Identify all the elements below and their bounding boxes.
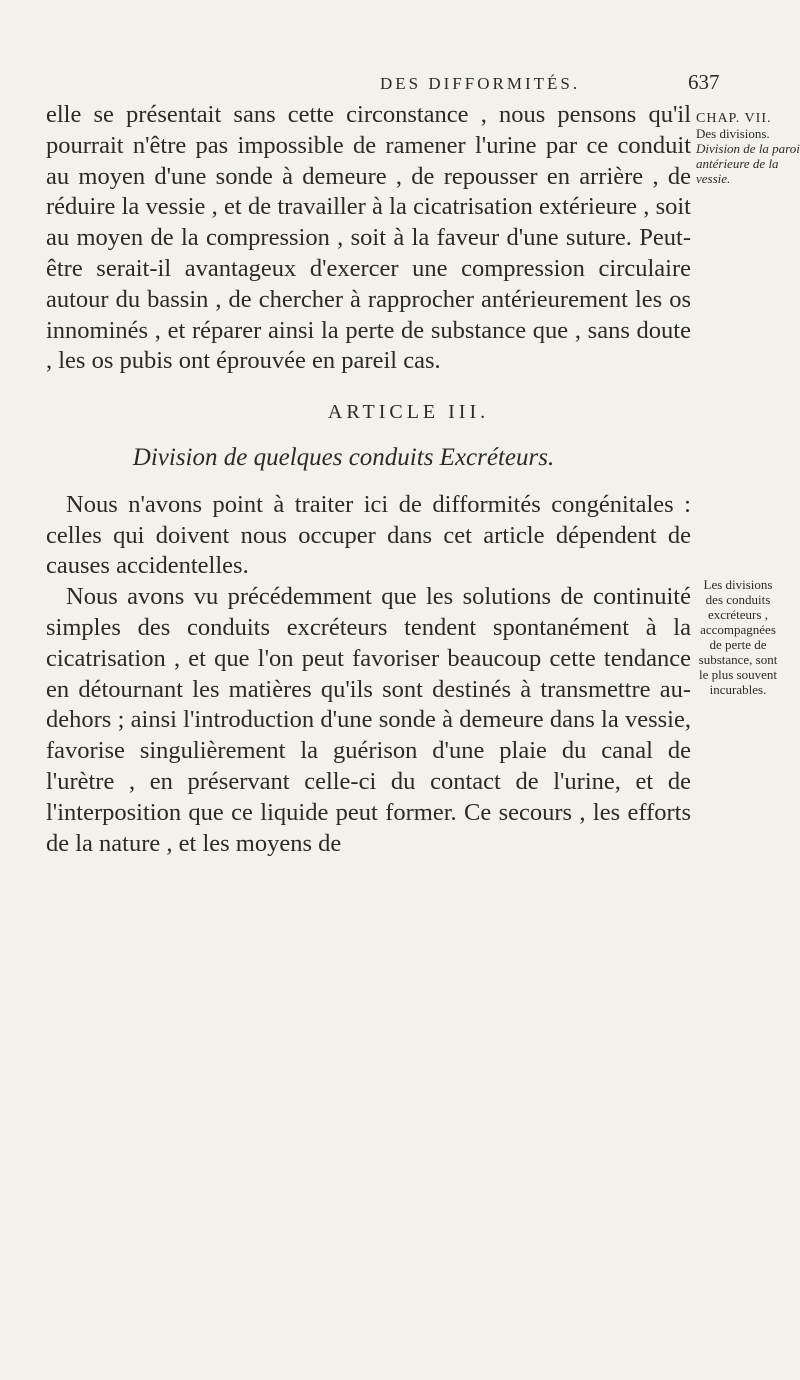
margin-note-division-vessie xyxy=(696,111,800,186)
margin-note-heading: Des divisions. xyxy=(696,126,770,141)
main-text xyxy=(46,100,691,859)
margin-chapter-label: CHAP. VII. xyxy=(696,111,772,126)
page-number: 637 xyxy=(688,70,720,94)
section-title: Division de quelques conduits Excréteurs. xyxy=(132,443,555,471)
margin-note-text: Les divisions des conduits excréteurs , accompagnées de perte de substance, sont le plus souvent incurables. xyxy=(698,577,778,697)
article-title: ARTICLE III. xyxy=(327,401,490,424)
margin-note-text: Division de la paroi antérieure de la vessie. xyxy=(696,141,800,186)
paragraph: Nous n'avons point à traiter ici de difformités congénitales : celles qui doivent nous occuper dans cet article dépendent de causes accidentelles. xyxy=(46,490,691,580)
paragraph: Nous avons vu précédemment que les solutions de continuité simples des conduits excréteurs tendent spontanément à la cicatrisation , et que l'on peut favoriser beaucoup cette tendance en détournant les matières qu'ils sont destinés à transmettre au-dehors ; ainsi l'introduction d'une sonde à demeure dans la vessie, favorise singulièrement la guérison d'une plaie du canal de l'urètre , en préservant celle-ci du contact de l'urine, et de l'interposition que ce liquide peut former. Ce secours , les efforts de la nature , et les moyens de xyxy=(46,583,691,857)
margin-note-conduits xyxy=(696,577,780,697)
paragraph-continuation: elle se présentait sans cette circonstance , nous pensons qu'il pourrait n'être pas impossible de ramener l'urine par ce conduit au moyen d'une sonde à demeure , de repousser en arrière , de réduire la vessie , et de travailler à la cicatrisation extérieure , soit au moyen de la compression , soit à la faveur d'une suture. Peut-être serait-il avantageux d'exercer une compression circulaire autour du bassin , de chercher à rapprocher antérieurement les os innominés , et réparer ainsi la perte de substance que , sans doute , les os pubis ont éprouvée en pareil cas. xyxy=(46,101,691,375)
running-title: DES DIFFORMITÉS. xyxy=(380,74,581,93)
page-header xyxy=(0,70,800,100)
